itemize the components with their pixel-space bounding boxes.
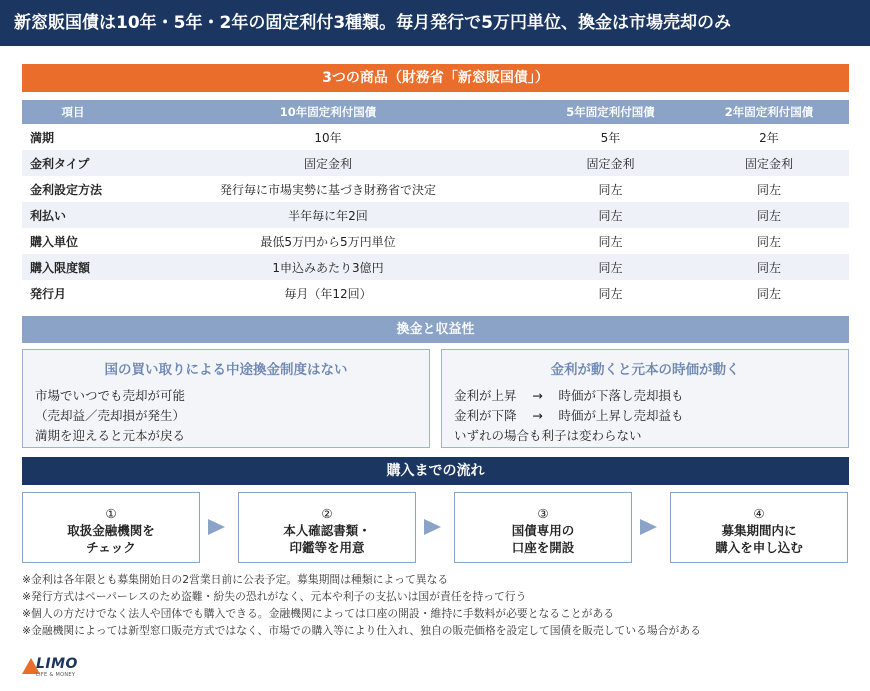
table-row	[22, 124, 849, 150]
cell-2yr: 同左	[689, 202, 849, 228]
arrow-right-icon: →	[532, 408, 543, 423]
rate-effect: 時価が下落し売却損も	[558, 388, 684, 403]
panel-body	[35, 386, 429, 446]
cell-10yr: 毎月（年12回）	[124, 280, 532, 306]
step-text-line: 口座を開設	[511, 540, 575, 555]
arrow-right-icon: →	[532, 388, 543, 403]
row-label: 金利設定方法	[22, 176, 124, 202]
table-header-row	[22, 100, 849, 124]
footnote: ※個人の方だけでなく法人や団体でも購入できる。金融機関によっては口座の開設・維持に手数料が必要となることがある	[22, 607, 615, 620]
cell-5yr: 5年	[532, 124, 689, 150]
rate-condition: 金利が上昇	[454, 388, 517, 403]
cell-5yr: 同左	[532, 280, 689, 306]
step-text-line: 取扱金融機関を	[67, 523, 155, 538]
table-row	[22, 176, 849, 202]
page-title: 新窓販国債は10年・5年・2年の固定利付3種類。毎月発行で5万円単位、換金は市場売却のみ	[0, 0, 870, 46]
panel-line: 市場でいつでも売却が可能	[35, 388, 186, 403]
table-row	[22, 228, 849, 254]
step-text-line: 印鑑等を用意	[289, 540, 365, 555]
cell-10yr: 10年	[124, 124, 532, 150]
row-label: 購入単位	[22, 228, 124, 254]
products-banner: 3つの商品（財務省「新窓販国債」）	[22, 64, 849, 92]
row-label: 発行月	[22, 280, 124, 306]
panel-title: 金利が動くと元本の時価が動く	[550, 362, 740, 378]
cell-10yr: 発行毎に市場実勢に基づき財務省で決定	[124, 176, 532, 202]
header-item: 項目	[22, 100, 124, 124]
cell-5yr: 同左	[532, 176, 689, 202]
step-number: ③	[537, 506, 549, 521]
flow-step-2	[238, 492, 416, 563]
cell-2yr: 2年	[689, 124, 849, 150]
cell-5yr: 同左	[532, 228, 689, 254]
row-label: 金利タイプ	[22, 150, 124, 176]
flow-step-3	[454, 492, 632, 563]
footnote: ※金融機関によっては新型窓口販売方式ではなく、市場での購入等により仕入れ、独自の販売価格を設定して国債を販売している場合がある	[22, 624, 701, 637]
table-row	[22, 280, 849, 306]
cell-5yr: 同左	[532, 202, 689, 228]
interest-rate-panel	[441, 349, 849, 448]
cell-2yr: 同左	[689, 254, 849, 280]
cell-5yr: 同左	[532, 254, 689, 280]
flow-step-4	[670, 492, 848, 563]
bond-comparison-table	[22, 100, 849, 306]
cell-10yr: 固定金利	[124, 150, 532, 176]
panel-line: いずれの場合も利子は変わらない	[454, 428, 642, 443]
cell-10yr: 最低5万円から5万円単位	[124, 228, 532, 254]
panel-line	[454, 406, 848, 426]
redemption-panel	[22, 349, 430, 448]
footnote: ※金利は各年限とも募集開始日の2営業日前に公表予定。募集期間は種類によって異なる	[22, 573, 449, 586]
table-row	[22, 202, 849, 228]
cell-5yr: 固定金利	[532, 150, 689, 176]
header-5yr: 5年固定利付国債	[532, 100, 689, 124]
logo-name: LIMO	[36, 656, 78, 672]
flow-arrow-icon	[640, 519, 657, 535]
step-number: ①	[105, 506, 117, 521]
step-text-line: 本人確認書類・	[283, 523, 371, 538]
panel-line: 満期を迎えると元本が戻る	[35, 428, 186, 443]
step-number: ②	[321, 506, 333, 521]
flow-arrow-icon	[208, 519, 225, 535]
header-10yr: 10年固定利付国債	[124, 100, 532, 124]
step-text-line: 国債専用の	[511, 523, 575, 538]
panel-body	[454, 386, 848, 446]
footnotes	[22, 571, 701, 639]
cell-2yr: 同左	[689, 176, 849, 202]
table-row	[22, 254, 849, 280]
panel-title: 国の買い取りによる中途換金制度はない	[104, 362, 348, 378]
panel-line: （売却益／売却損が発生）	[35, 408, 186, 423]
step-number: ④	[753, 506, 765, 521]
logo-tagline: LIFE & MONEY	[36, 672, 76, 678]
flow-arrow-icon	[424, 519, 441, 535]
step-text-line: 募集期間内に	[721, 523, 797, 538]
row-label: 利払い	[22, 202, 124, 228]
flow-step-1	[22, 492, 200, 563]
row-label: 満期	[22, 124, 124, 150]
table-row	[22, 150, 849, 176]
cell-10yr: 半年毎に年2回	[124, 202, 532, 228]
cell-10yr: 1申込みあたり3億円	[124, 254, 532, 280]
panel-line	[454, 386, 848, 406]
rate-condition: 金利が下降	[454, 408, 517, 423]
cell-2yr: 同左	[689, 280, 849, 306]
rate-effect: 時価が上昇し売却益も	[558, 408, 684, 423]
footnote: ※発行方式はペーパーレスのため盗難・紛失の恐れがなく、元本や利子の支払いは国が責任を持って行う	[22, 590, 527, 603]
cell-2yr: 同左	[689, 228, 849, 254]
conversion-banner: 換金と収益性	[22, 316, 849, 343]
step-text-line: チェック	[86, 540, 136, 555]
header-2yr: 2年固定利付国債	[689, 100, 849, 124]
row-label: 購入限度額	[22, 254, 124, 280]
step-text-line: 購入を申し込む	[715, 540, 803, 555]
purchase-flow-banner: 購入までの流れ	[22, 457, 849, 485]
cell-2yr: 固定金利	[689, 150, 849, 176]
